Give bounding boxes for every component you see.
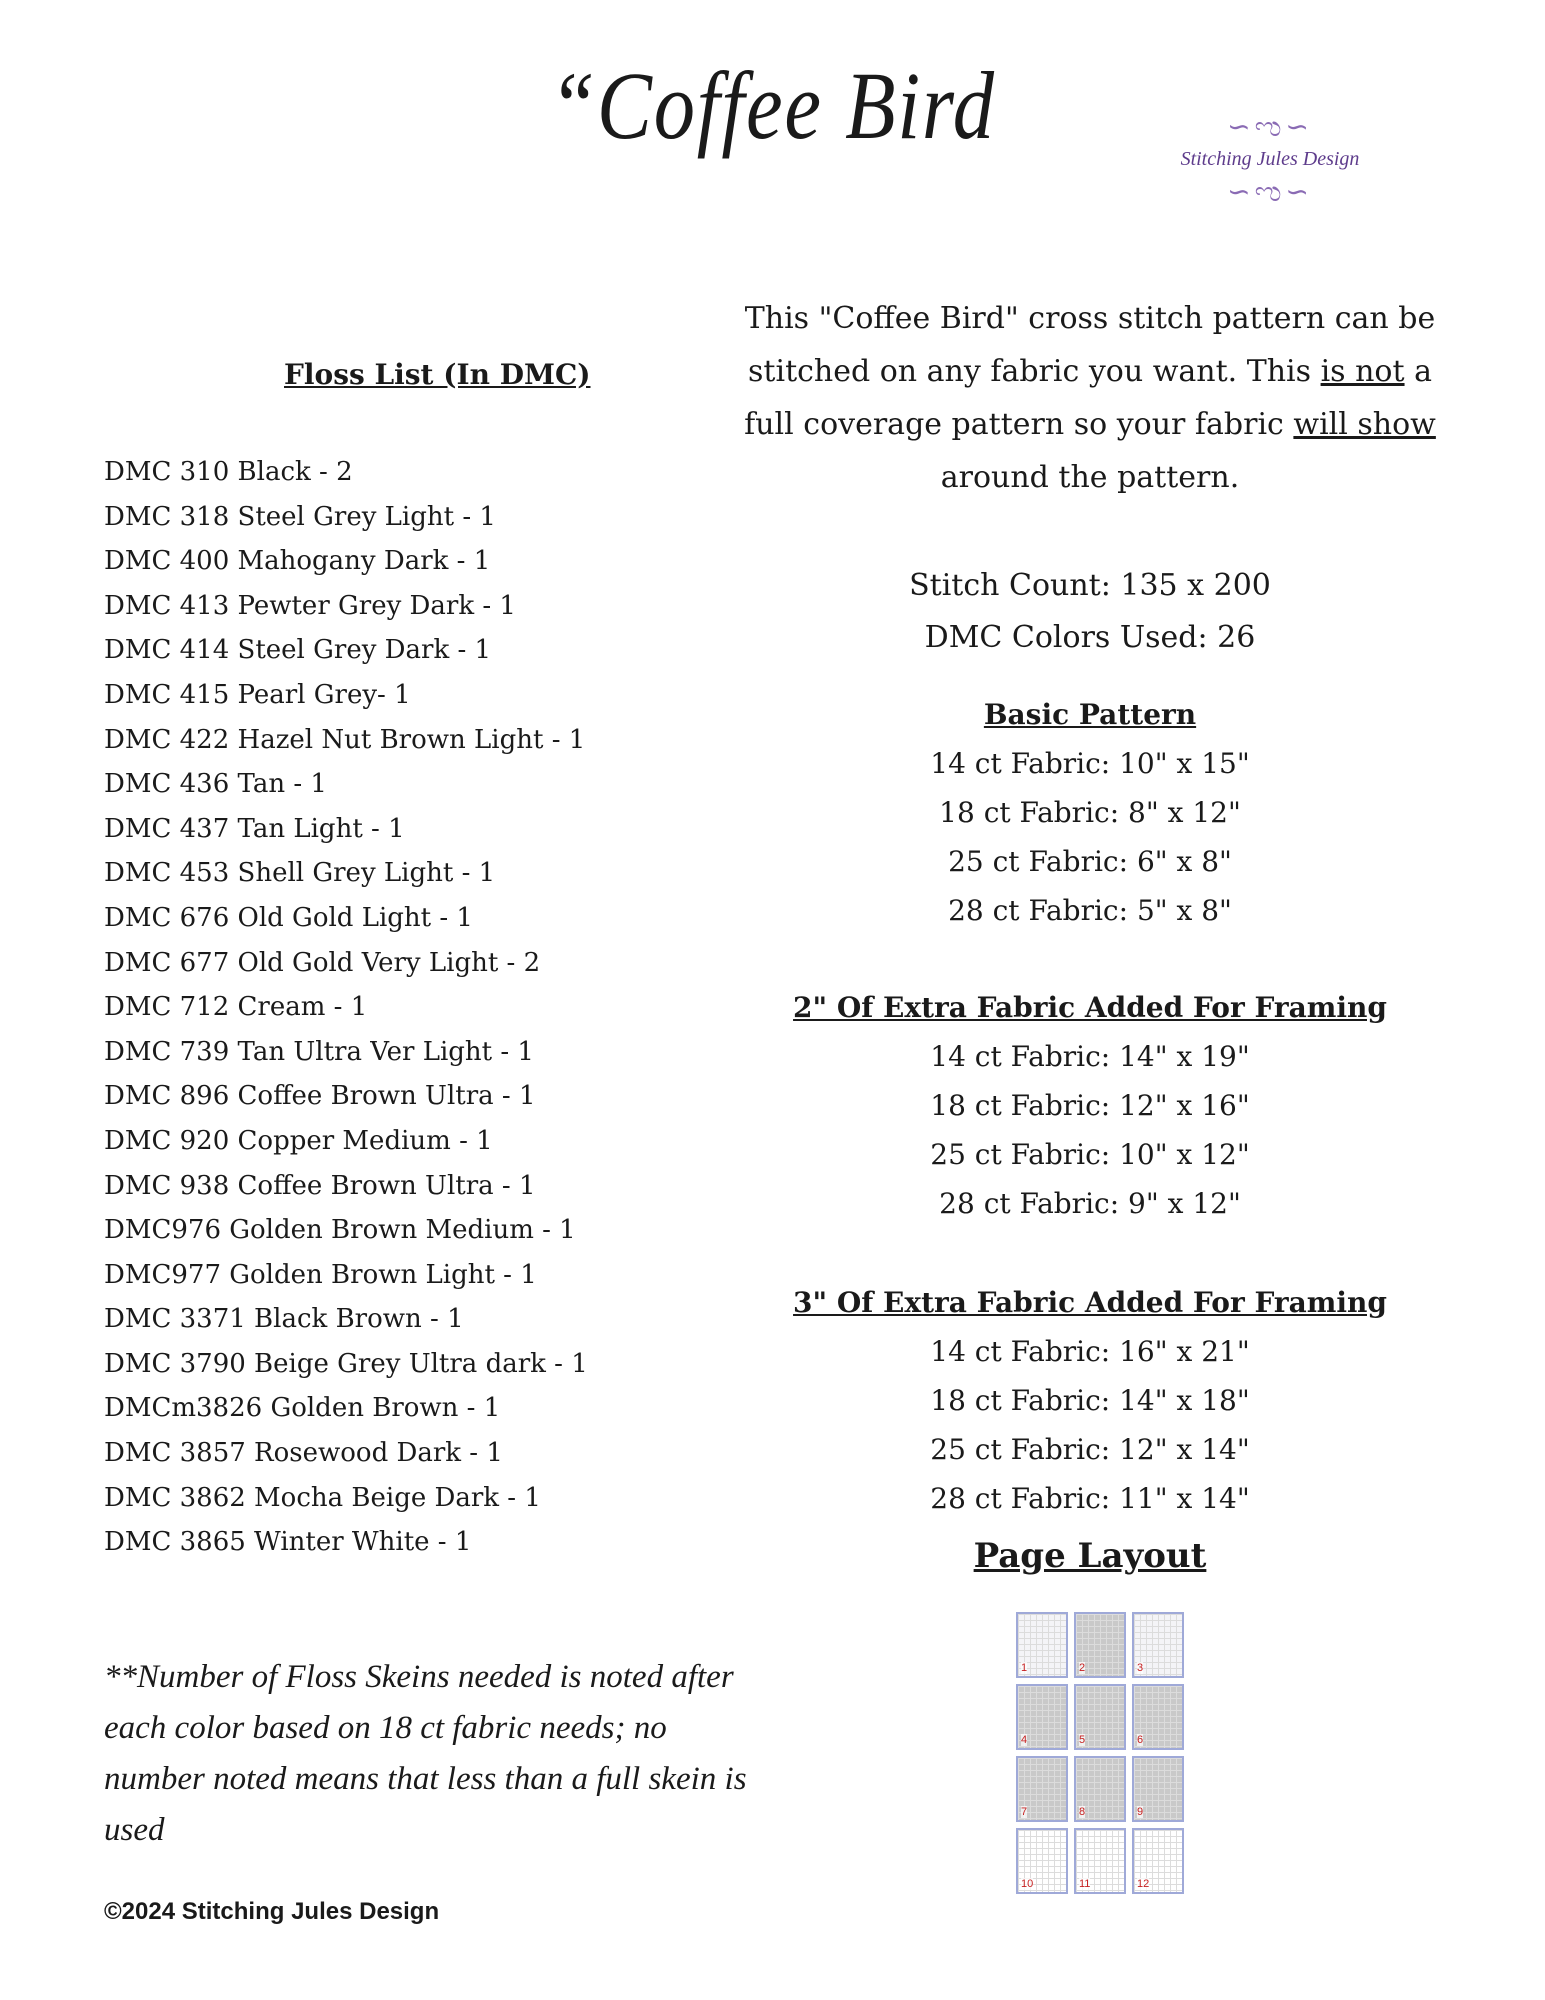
extra-2in-section [730,983,1450,1228]
fabric-size-row: 28 ct Fabric: 9" x 12" [939,1187,1241,1220]
page-number: 3 [1137,1662,1144,1674]
list-item: DMC 677 Old Gold Very Light - 2 [104,947,541,978]
page-number: 12 [1137,1878,1150,1890]
page-number: 5 [1079,1734,1086,1746]
list-item: DMC 436 Tan - 1 [104,769,327,800]
intro-text: a full coverage pattern so your fabric [744,354,1432,442]
list-item: DMC 413 Pewter Grey Dark - 1 [104,590,516,621]
stitch-count: Stitch Count: 135 x 200 [909,568,1271,603]
brand-logo [1170,110,1370,240]
section-title: Basic Pattern [983,698,1197,731]
list-item: DMC 3790 Beige Grey Ultra dark - 1 [104,1348,588,1379]
list-item: DMC 414 Steel Grey Dark - 1 [104,635,492,666]
colors-used: DMC Colors Used: 26 [924,620,1256,655]
layout-page-tile [1016,1684,1068,1750]
list-item: DMC 318 Steel Grey Light - 1 [104,501,496,532]
layout-page-tile [1016,1828,1068,1894]
skein-note: **Number of Floss Skeins needed is noted after each color based on 18 ct fabric needs; no number noted means that less than a full skein is used [104,1659,747,1848]
extra-3in-section [730,1278,1450,1523]
fabric-size-row: 18 ct Fabric: 12" x 16" [930,1089,1250,1122]
layout-page-tile [1132,1612,1184,1678]
page-layout-grid [1016,1612,1184,1894]
intro-underlined: will show [1293,407,1436,442]
list-item: DMC 712 Cream - 1 [104,992,368,1023]
layout-page-tile [1074,1828,1126,1894]
list-item: DMC 437 Tan Light - 1 [104,813,405,844]
fabric-size-row: 28 ct Fabric: 11" x 14" [930,1482,1250,1515]
section-title: 2" Of Extra Fabric Added For Framing [793,991,1387,1024]
fabric-size-row: 18 ct Fabric: 14" x 18" [930,1384,1250,1417]
intro-underlined: is not [1320,354,1405,389]
page-number: 11 [1079,1878,1091,1890]
list-item: DMC 422 Hazel Nut Brown Light - 1 [104,724,586,755]
floss-list-heading: Floss List (In DMC) [284,358,591,391]
list-item: DMC 3857 Rosewood Dark - 1 [104,1438,503,1469]
fabric-size-row: 14 ct Fabric: 14" x 19" [930,1040,1250,1073]
pattern-stats [730,560,1450,664]
layout-page-tile [1016,1612,1068,1678]
list-item: DMC 676 Old Gold Light - 1 [104,902,473,933]
layout-page-tile [1016,1756,1068,1822]
page-number: 6 [1137,1734,1144,1746]
page-number: 1 [1021,1662,1028,1674]
floss-list [104,450,588,1565]
fabric-size-row: 28 ct Fabric: 5" x 8" [948,894,1232,927]
basic-pattern-section [730,690,1450,935]
list-item: DMC976 Golden Brown Medium - 1 [104,1215,576,1246]
layout-page-tile [1132,1684,1184,1750]
fabric-size-row: 25 ct Fabric: 10" x 12" [930,1138,1250,1171]
copyright: ©2024 Stitching Jules Design [104,1898,440,1925]
list-item: DMC 920 Copper Medium - 1 [104,1125,493,1156]
page-number: 10 [1021,1878,1034,1890]
page-number: 7 [1021,1806,1028,1818]
fabric-size-row: 18 ct Fabric: 8" x 12" [939,796,1241,829]
swirl-ornament-icon: ∽ಌ∽ [1227,175,1313,208]
intro-text: This "Coffee Bird" cross stitch pattern can be stitched on any fabric you want. This [744,301,1436,389]
list-item: DMC 896 Coffee Brown Ultra - 1 [104,1081,536,1112]
layout-page-tile [1074,1684,1126,1750]
swirl-ornament-icon: ∽ಌ∽ [1227,110,1313,143]
list-item: DMC977 Golden Brown Light - 1 [104,1259,537,1290]
list-item: DMC 938 Coffee Brown Ultra - 1 [104,1170,536,1201]
fabric-size-row: 25 ct Fabric: 12" x 14" [930,1433,1250,1466]
section-title: 3" Of Extra Fabric Added For Framing [793,1286,1387,1319]
list-item: DMC 400 Mahogany Dark - 1 [104,546,491,577]
fabric-size-row: 25 ct Fabric: 6" x 8" [948,845,1232,878]
layout-page-tile [1132,1756,1184,1822]
page-number: 4 [1021,1734,1028,1746]
intro-text: around the pattern. [940,460,1240,495]
logo-text: Stitching Jules Design [1180,148,1360,170]
list-item: DMC 310 Black - 2 [104,457,353,487]
page-number: 8 [1079,1806,1086,1818]
list-item: DMC 3862 Mocha Beige Dark - 1 [104,1482,541,1513]
layout-page-tile [1132,1828,1184,1894]
list-item: DMC 739 Tan Ultra Ver Light - 1 [104,1036,534,1067]
list-item: DMC 3371 Black Brown - 1 [104,1304,464,1335]
list-item: DMC 415 Pearl Grey- 1 [104,679,411,710]
list-item: DMC 453 Shell Grey Light - 1 [104,858,496,889]
page-layout-title: Page Layout [973,1536,1207,1576]
list-item: DMC 3865 Winter White - 1 [104,1527,472,1558]
page-title: “Coffee Bird [549,52,996,159]
page-number: 2 [1079,1662,1086,1674]
layout-page-tile [1074,1756,1126,1822]
list-item: DMCm3826 Golden Brown - 1 [104,1393,501,1424]
page-number: 9 [1137,1806,1144,1818]
fabric-size-row: 14 ct Fabric: 16" x 21" [930,1335,1250,1368]
fabric-size-row: 14 ct Fabric: 10" x 15" [930,747,1250,780]
layout-page-tile [1074,1612,1126,1678]
intro-paragraph [730,292,1450,504]
